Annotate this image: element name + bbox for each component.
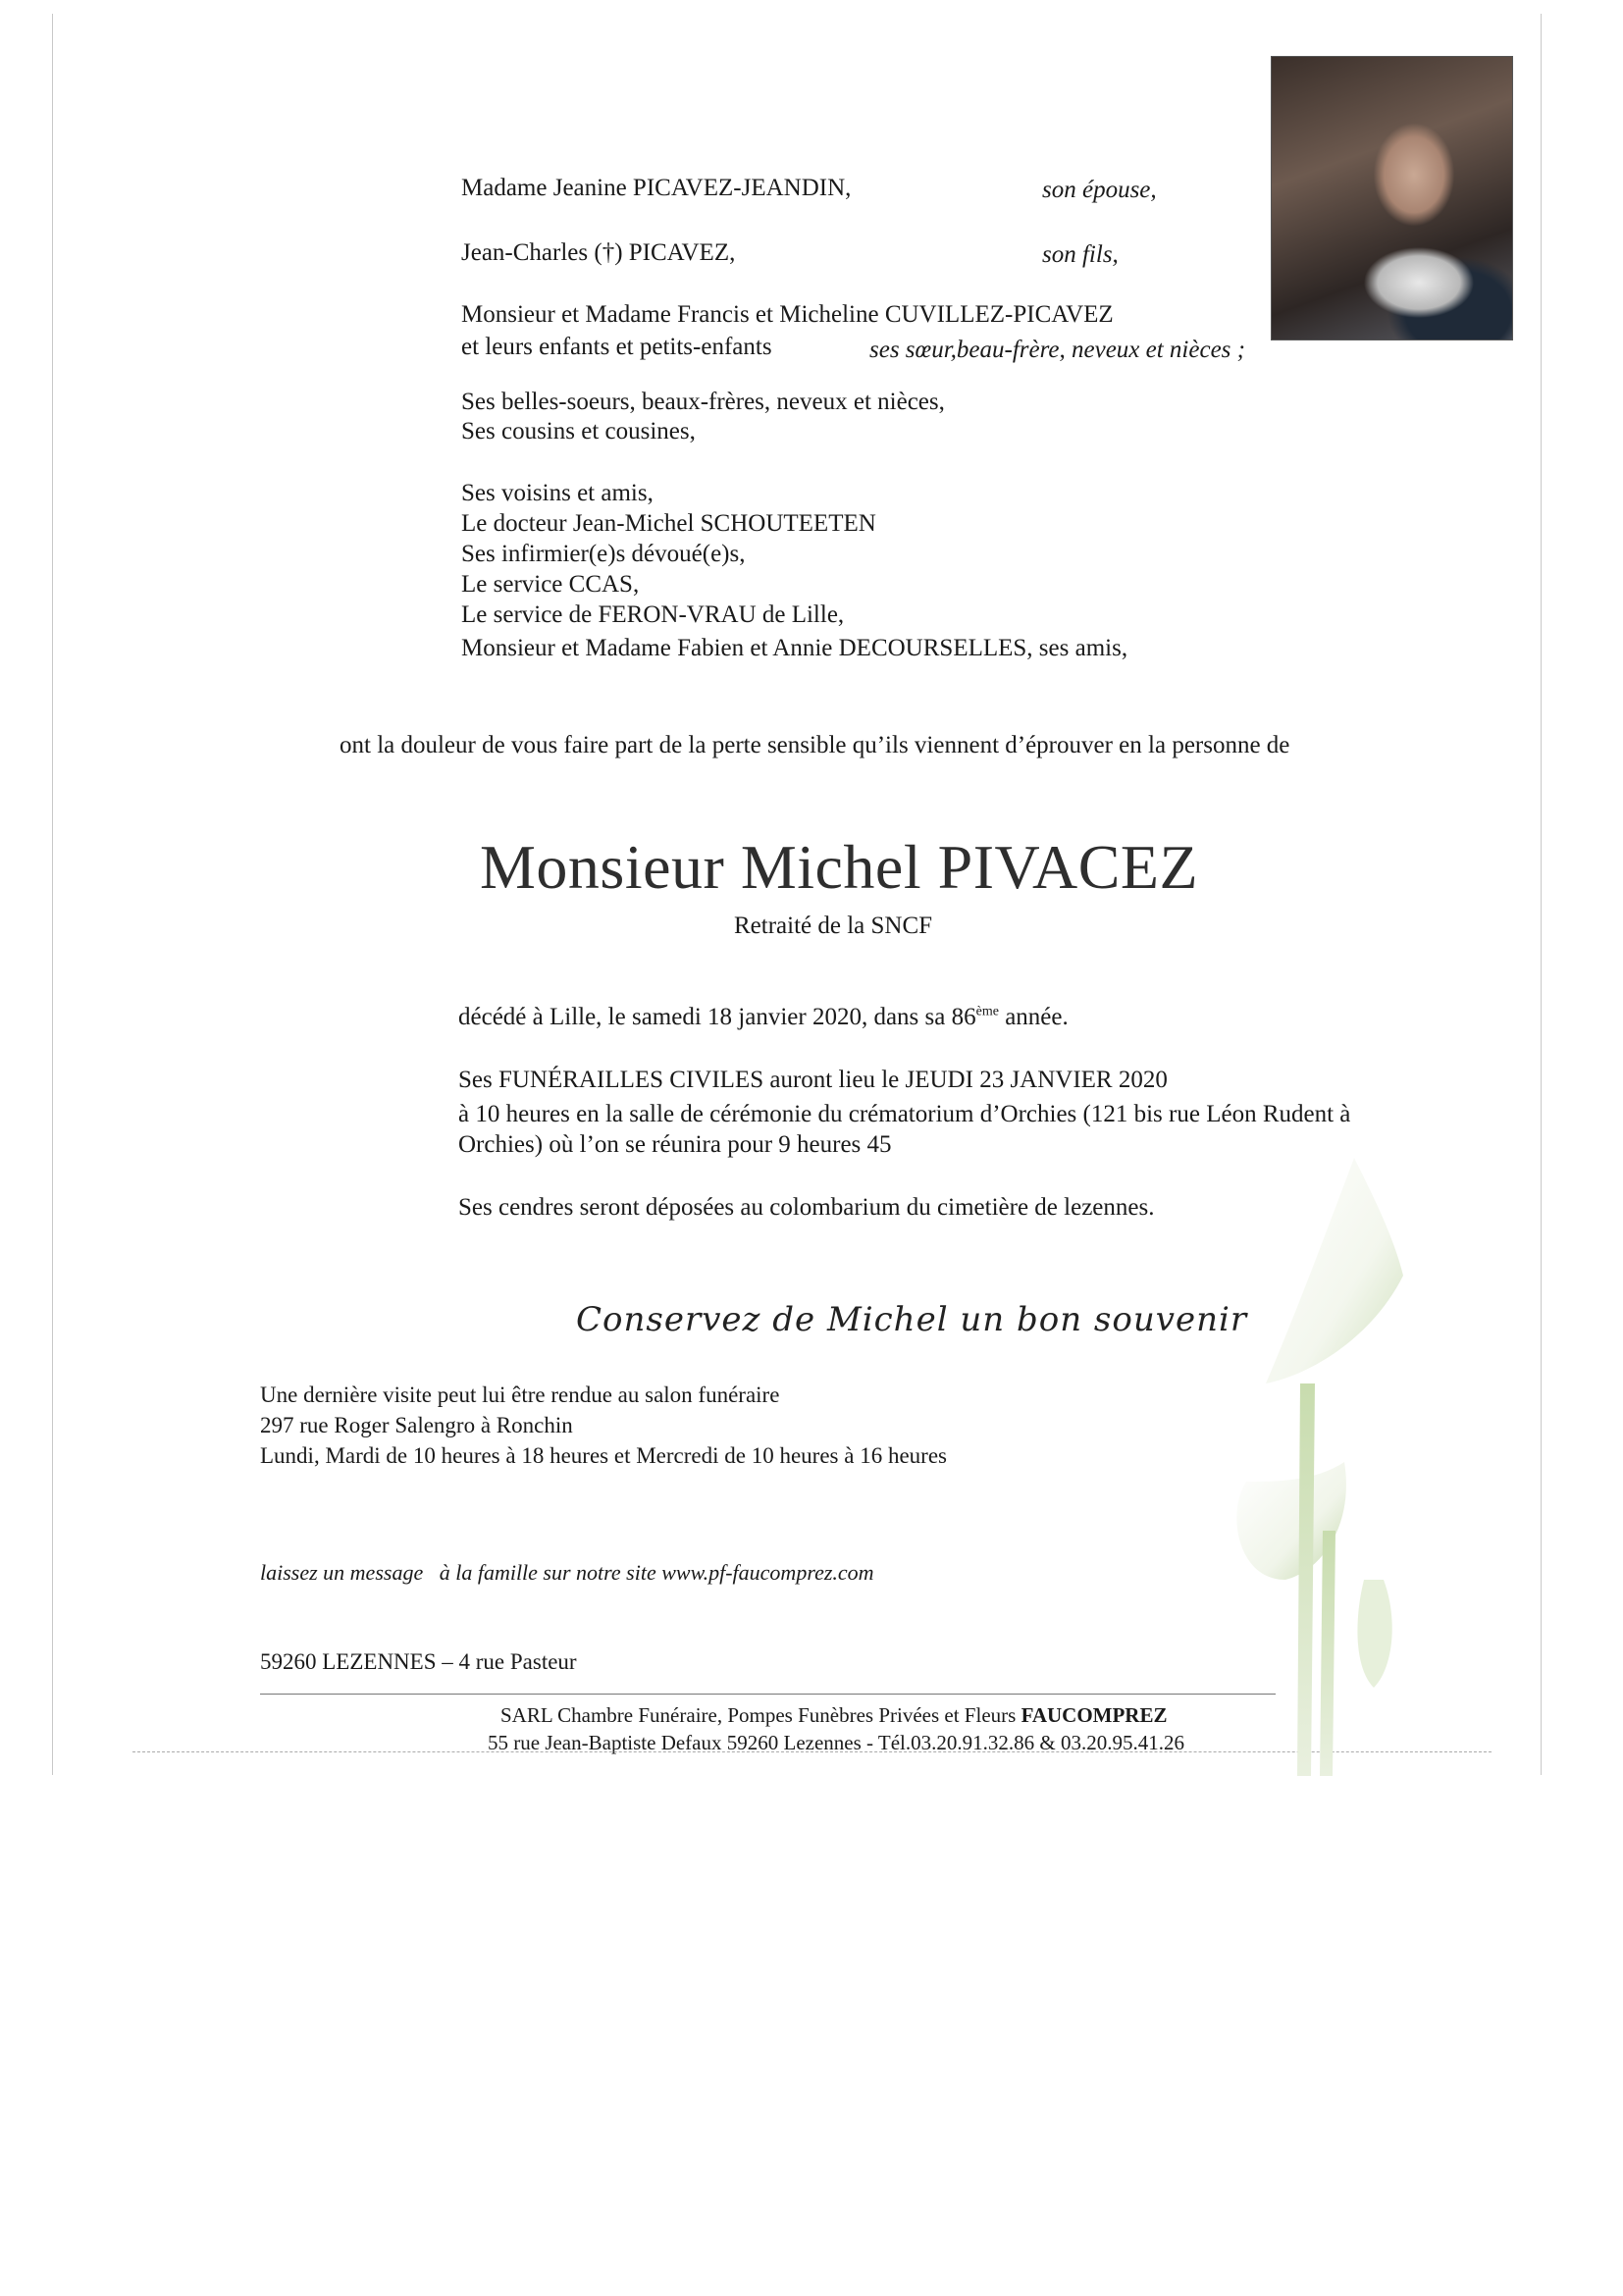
friends-line-6: Monsieur et Madame Fabien et Annie DECOURSELLES, ses amis,	[461, 635, 1128, 661]
inlaws-line-2: Ses cousins et cousines,	[461, 418, 696, 444]
lily-stem-1	[1297, 1383, 1315, 1776]
funeral-line-3: Orchies) où l’on se réunira pour 9 heures 45	[458, 1131, 892, 1158]
death-info-ordinal: ème	[975, 1004, 999, 1019]
death-info	[458, 1002, 1069, 1032]
ashes-text: Ses cendres seront déposées au colombarium du cimetière de lezennes.	[458, 1194, 1155, 1221]
footer-company-name: SARL Chambre Funéraire, Pompes Funèbres Privées et Fleurs	[500, 1703, 1021, 1727]
calla-lily-decoration	[1207, 1158, 1433, 1776]
portrait-photo	[1271, 56, 1513, 340]
footer-contact: 55 rue Jean-Baptiste Defaux 59260 Lezennes - Tél.03.20.91.32.86 & 03.20.95.41.26	[488, 1731, 1184, 1754]
local-address: 59260 LEZENNES – 4 rue Pasteur	[260, 1649, 577, 1674]
announcement-text: ont la douleur de vous faire part de la perte sensible qu’ils viennent d’éprouver en la personne de	[340, 732, 1290, 758]
funeral-line-2: à 10 heures en la salle de cérémonie du crématorium d’Orchies (121 bis rue Léon Rudent à	[458, 1101, 1351, 1127]
sister-line-1: Monsieur et Madame Francis et Micheline CUVILLEZ-PICAVEZ	[461, 301, 1114, 328]
death-info-end: année.	[998, 1004, 1069, 1030]
footer-company	[500, 1701, 1168, 1729]
spouse-role: son épouse,	[1042, 177, 1157, 203]
visit-line-3: Lundi, Mardi de 10 heures à 18 heures et Mercredi de 10 heures à 16 heures	[260, 1443, 947, 1468]
friends-line-1: Ses voisins et amis,	[461, 480, 654, 506]
death-info-main: décédé à Lille, le samedi 18 janvier 2020, dans sa 86	[458, 1004, 976, 1030]
message-part-2: à la famille sur notre site www.pf-faucomprez.com	[439, 1560, 874, 1585]
son-name: Jean-Charles (†) PICAVEZ,	[461, 239, 736, 266]
footer-company-brand: FAUCOMPREZ	[1021, 1703, 1168, 1727]
sister-line-2: et leurs enfants et petits-enfants	[461, 334, 772, 360]
remembrance-text: Conservez de Michel un bon souvenir	[576, 1300, 1248, 1339]
friends-line-2: Le docteur Jean-Michel SCHOUTEETEN	[461, 510, 876, 537]
visit-line-1: Une dernière visite peut lui être rendue au salon funéraire	[260, 1383, 780, 1407]
lily-stem-2	[1320, 1531, 1335, 1776]
deceased-name: Monsieur Michel PIVACEZ	[480, 832, 1199, 902]
funeral-line-1: Ses FUNÉRAILLES CIVILES auront lieu le JEUDI 23 JANVIER 2020	[458, 1067, 1168, 1093]
son-role: son fils,	[1042, 241, 1119, 268]
friends-line-5: Le service de FERON-VRAU de Lille,	[461, 601, 845, 628]
message-part-1: laissez un message	[260, 1560, 424, 1585]
scan-edge-left	[52, 14, 53, 1775]
lily-petal-1	[1266, 1158, 1403, 1383]
sister-role: ses sœur,beau-frère, neveux et nièces ;	[869, 337, 1245, 363]
inlaws-line-1: Ses belles-soeurs, beaux-frères, neveux et nièces,	[461, 389, 945, 415]
scan-edge-right	[1541, 14, 1542, 1775]
friends-line-3: Ses infirmier(e)s dévoué(e)s,	[461, 541, 746, 567]
spouse-name: Madame Jeanine PICAVEZ-JEANDIN,	[461, 175, 852, 201]
deceased-occupation: Retraité de la SNCF	[734, 913, 933, 939]
visit-line-2: 297 rue Roger Salengro à Ronchin	[260, 1413, 573, 1437]
footer-rule	[260, 1694, 1276, 1695]
friends-line-4: Le service CCAS,	[461, 571, 640, 598]
lily-bud	[1357, 1580, 1391, 1688]
message-text	[260, 1557, 874, 1588]
